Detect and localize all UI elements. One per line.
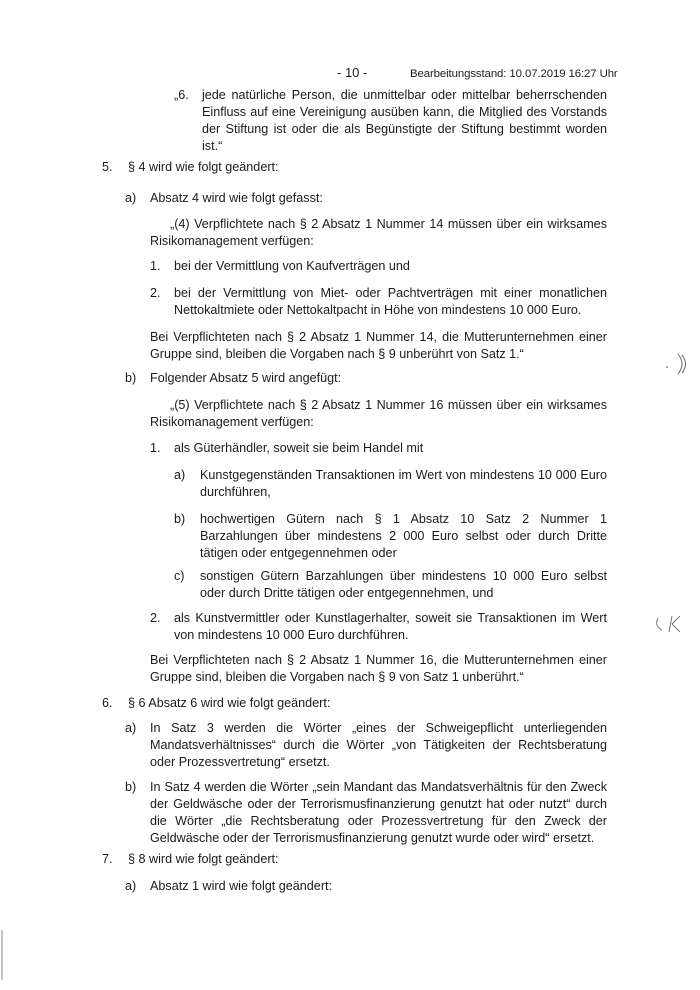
scan-edge (0, 930, 6, 980)
item-number: „6. (174, 88, 189, 102)
list-item: bei der Vermittlung von Kaufverträgen und (174, 259, 410, 273)
list-number: 2. (150, 286, 161, 300)
item-number: 5. (102, 160, 113, 174)
sub-list-label: c) (174, 569, 185, 583)
sub-heading: Absatz 4 wird wie folgt gefasst: (150, 191, 323, 205)
paragraph: In Satz 4 werden die Wörter „sein Mandant das Mandatsverhältnis für den Zweck der Geldwäsche oder der Terrorismusfinanzierung genutzt hat oder nutzt“ durch die Wörter „die Rechtsberatung oder Prozessvertretung für den Zweck der Geldwäsche oder der Terrorismusfinanzierung genutzt wurde oder wird“ ersetzt. (150, 780, 607, 845)
paragraph: Bei Verpflichteten nach § 2 Absatz 1 Nummer 14, die Mutterunternehmen einer Gruppe sind, bleiben die Vorgaben nach § 9 unberührt von Satz 1.“ (150, 330, 607, 361)
sub-label: b) (125, 780, 137, 794)
list-number: 2. (150, 611, 161, 625)
quote-paragraph: „(5) Verpflichtete nach § 2 Absatz 1 Nummer 16 müssen über ein wirksames Risikomanagement verfügen: (150, 398, 607, 429)
sub-list-item: sonstigen Gütern Barzahlungen über mindestens 10 000 Euro selbst oder durch Dritte tätigen oder entgegennehmen, und (200, 569, 607, 600)
paragraph: jede natürliche Person, die unmittelbar oder mittelbar beherrschenden Einfluss auf eine Vereinigung ausüben kann, die Mitglied des Vorstands der Stiftung ist oder die als Begünstigte der Stiftung bestimmt worden ist.“ (202, 88, 607, 153)
quote-paragraph: „(4) Verpflichtete nach § 2 Absatz 1 Nummer 14 müssen über ein wirksames Risikomanagement verfügen: (150, 217, 607, 248)
edit-status: Bearbeitungsstand: 10.07.2019 16:27 Uhr (410, 68, 618, 80)
list-number: 1. (150, 259, 161, 273)
list-item: bei der Vermittlung von Miet- oder Pachtverträgen mit einer monatlichen Nettokaltmiete oder Nettokaltpacht in Höhe von mindestens 10 000 Euro. (174, 286, 607, 317)
sub-list-label: b) (174, 512, 186, 526)
item-heading: § 8 wird wie folgt geändert: (128, 852, 279, 866)
list-item: als Kunstvermittler oder Kunstlagerhalter, soweit sie Transaktionen im Wert von mindestens 10 000 Euro durchführen. (174, 611, 607, 642)
list-number: 1. (150, 441, 161, 455)
item-number: 6. (102, 696, 113, 710)
sub-heading: Folgender Absatz 5 wird angefügt: (150, 371, 342, 385)
scan-artifact (660, 350, 690, 380)
paragraph: Bei Verpflichteten nach § 2 Absatz 1 Nummer 16, die Mutterunternehmen einer Gruppe sind, bleiben die Vorgaben nach § 9 von Satz 1 unberührt.“ (150, 653, 607, 684)
sub-list-item: hochwertigen Gütern nach § 1 Absatz 10 Satz 2 Nummer 1 Barzahlungen über mindestens 2 000 Euro selbst oder durch Dritte tätigen oder entgegennehmen oder (200, 512, 607, 560)
sub-label: b) (125, 371, 137, 385)
sub-label: a) (125, 721, 137, 735)
scan-artifact (652, 608, 692, 638)
list-item: als Güterhändler, soweit sie beim Handel mit (174, 441, 424, 455)
sub-label: a) (125, 191, 137, 205)
sub-list-label: a) (174, 468, 186, 482)
item-heading: § 6 Absatz 6 wird wie folgt geändert: (128, 696, 331, 710)
item-heading: § 4 wird wie folgt geändert: (128, 160, 279, 174)
sub-heading: Absatz 1 wird wie folgt geändert: (150, 879, 333, 893)
sub-list-item: Kunstgegenständen Transaktionen im Wert von mindestens 10 000 Euro durchführen, (200, 468, 607, 499)
sub-label: a) (125, 879, 137, 893)
page-number: - 10 - (337, 65, 368, 80)
item-number: 7. (102, 852, 113, 866)
paragraph: In Satz 3 werden die Wörter „eines der Schweigepflicht unterliegenden Mandatsverhältnisses“ durch die Wörter „von Tätigkeiten der Rechtsberatung oder Prozessvertretung“ ersetzt. (150, 721, 607, 769)
